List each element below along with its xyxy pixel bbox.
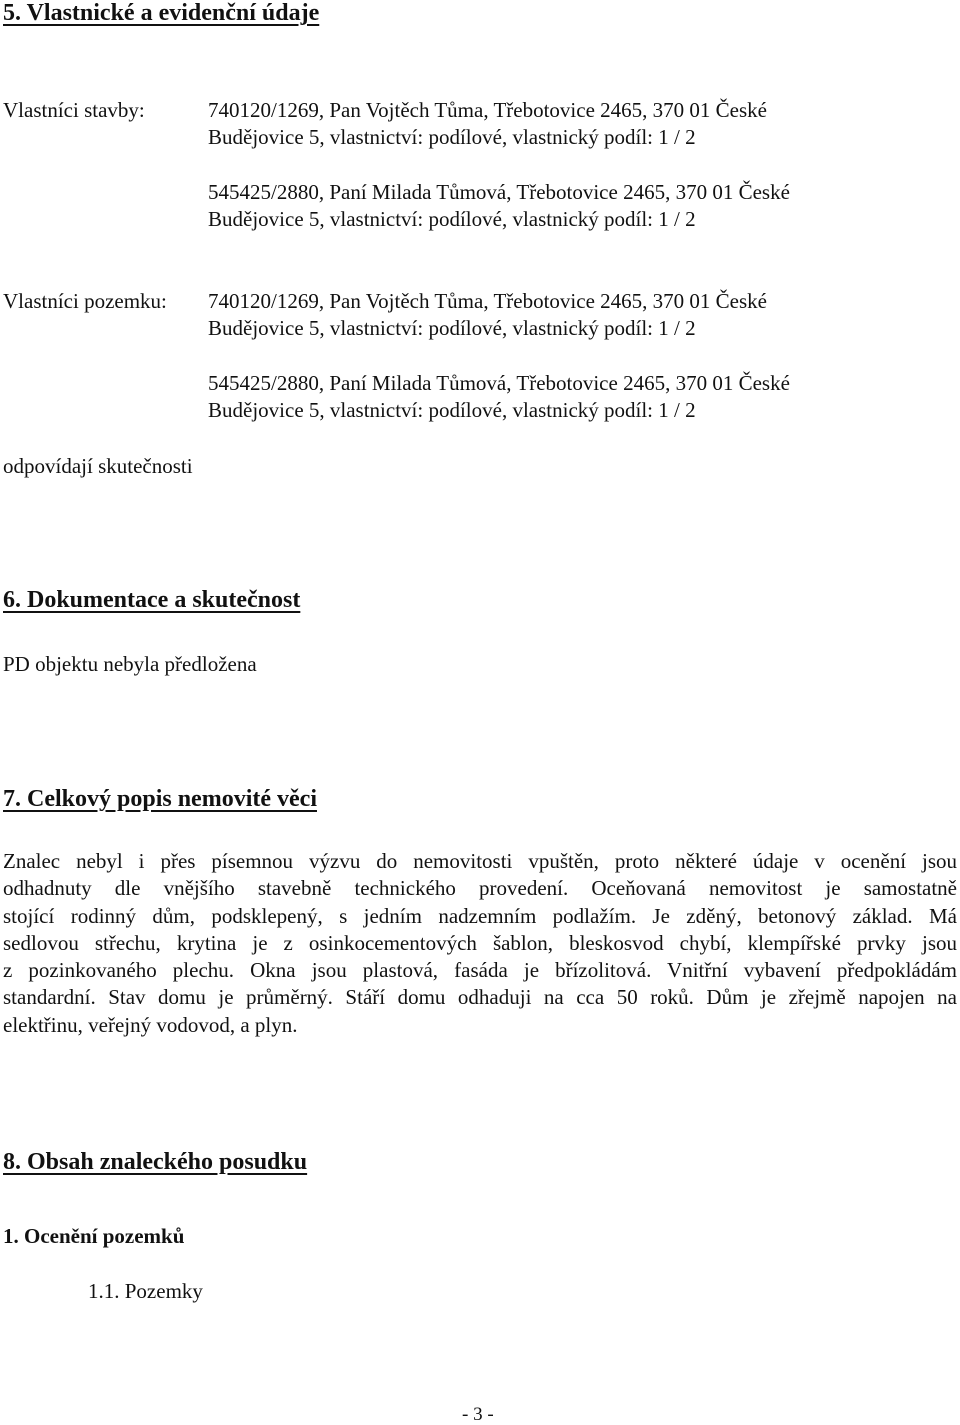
owner-line: 545425/2880, Paní Milada Tůmová, Třebotovice 2465, 370 01 České xyxy=(208,180,790,204)
owner-entry xyxy=(208,97,767,151)
owner-line: 545425/2880, Paní Milada Tůmová, Třebotovice 2465, 370 01 České xyxy=(208,371,790,395)
owners-note: odpovídají skutečnosti xyxy=(3,454,193,478)
section-5-heading: 5. Vlastnické a evidenční údaje xyxy=(3,0,320,26)
owner-line: Budějovice 5, vlastnictví: podílové, vlastnický podíl: 1 / 2 xyxy=(208,125,696,149)
subsection-item: 1.1. Pozemky xyxy=(88,1279,203,1303)
section-8-heading: 8. Obsah znaleckého posudku xyxy=(3,1149,308,1175)
owner-line: Budějovice 5, vlastnictví: podílové, vlastnický podíl: 1 / 2 xyxy=(208,207,696,231)
owner-line: Budějovice 5, vlastnictví: podílové, vlastnický podíl: 1 / 2 xyxy=(208,398,696,422)
paragraph-line: standardní. Stav domu je průměrný. Stáří domu odhaduji na cca 50 roků. Dům je zřejmě napojen na xyxy=(3,985,957,1010)
owner-line: 740120/1269, Pan Vojtěch Tůma, Třebotovice 2465, 370 01 České xyxy=(208,289,767,313)
owner-line: Budějovice 5, vlastnictví: podílové, vlastnický podíl: 1 / 2 xyxy=(208,316,696,340)
owner-entry xyxy=(208,370,790,424)
paragraph-line: stojící rodinný dům, podsklepený, s jedním nadzemním podlažím. Je zděný, betonový základ. Má xyxy=(3,903,957,928)
paragraph-line: z pozinkovaného plechu. Okna jsou plastová, fasáda je břízolitová. Vnitřní vybavení předpokládám xyxy=(3,958,957,983)
owner-entry xyxy=(208,179,790,233)
section-7-heading: 7. Celkový popis nemovité věci xyxy=(3,786,317,812)
documentation-text: PD objektu nebyla předložena xyxy=(3,652,257,676)
paragraph-line: elektřinu, veřejný vodovod, a plyn. xyxy=(3,1012,298,1037)
paragraph-line: sedlovou střechu, krytina je z osinkocementových šablon, bleskosvod chybí, klempířské prvky jsou xyxy=(3,930,957,955)
paragraph-line: Znalec nebyl i přes písemnou výzvu do nemovitosti vpuštěn, proto některé údaje v ocenění jsou xyxy=(3,849,957,873)
paragraph-line: odhadnuty dle vnějšího stavebně technického provedení. Oceňovaná nemovitost je samostatně xyxy=(3,876,957,901)
property-description xyxy=(3,848,957,1039)
owner-line: 740120/1269, Pan Vojtěch Tůma, Třebotovice 2465, 370 01 České xyxy=(208,98,767,122)
owners-land-label: Vlastníci pozemku: xyxy=(3,289,167,313)
page-number: - 3 - xyxy=(462,1404,494,1425)
owners-building-label: Vlastníci stavby: xyxy=(3,98,145,122)
subsection-heading: 1. Ocenění pozemků xyxy=(3,1224,185,1248)
owner-entry xyxy=(208,288,767,342)
section-6-heading: 6. Dokumentace a skutečnost xyxy=(3,587,301,613)
